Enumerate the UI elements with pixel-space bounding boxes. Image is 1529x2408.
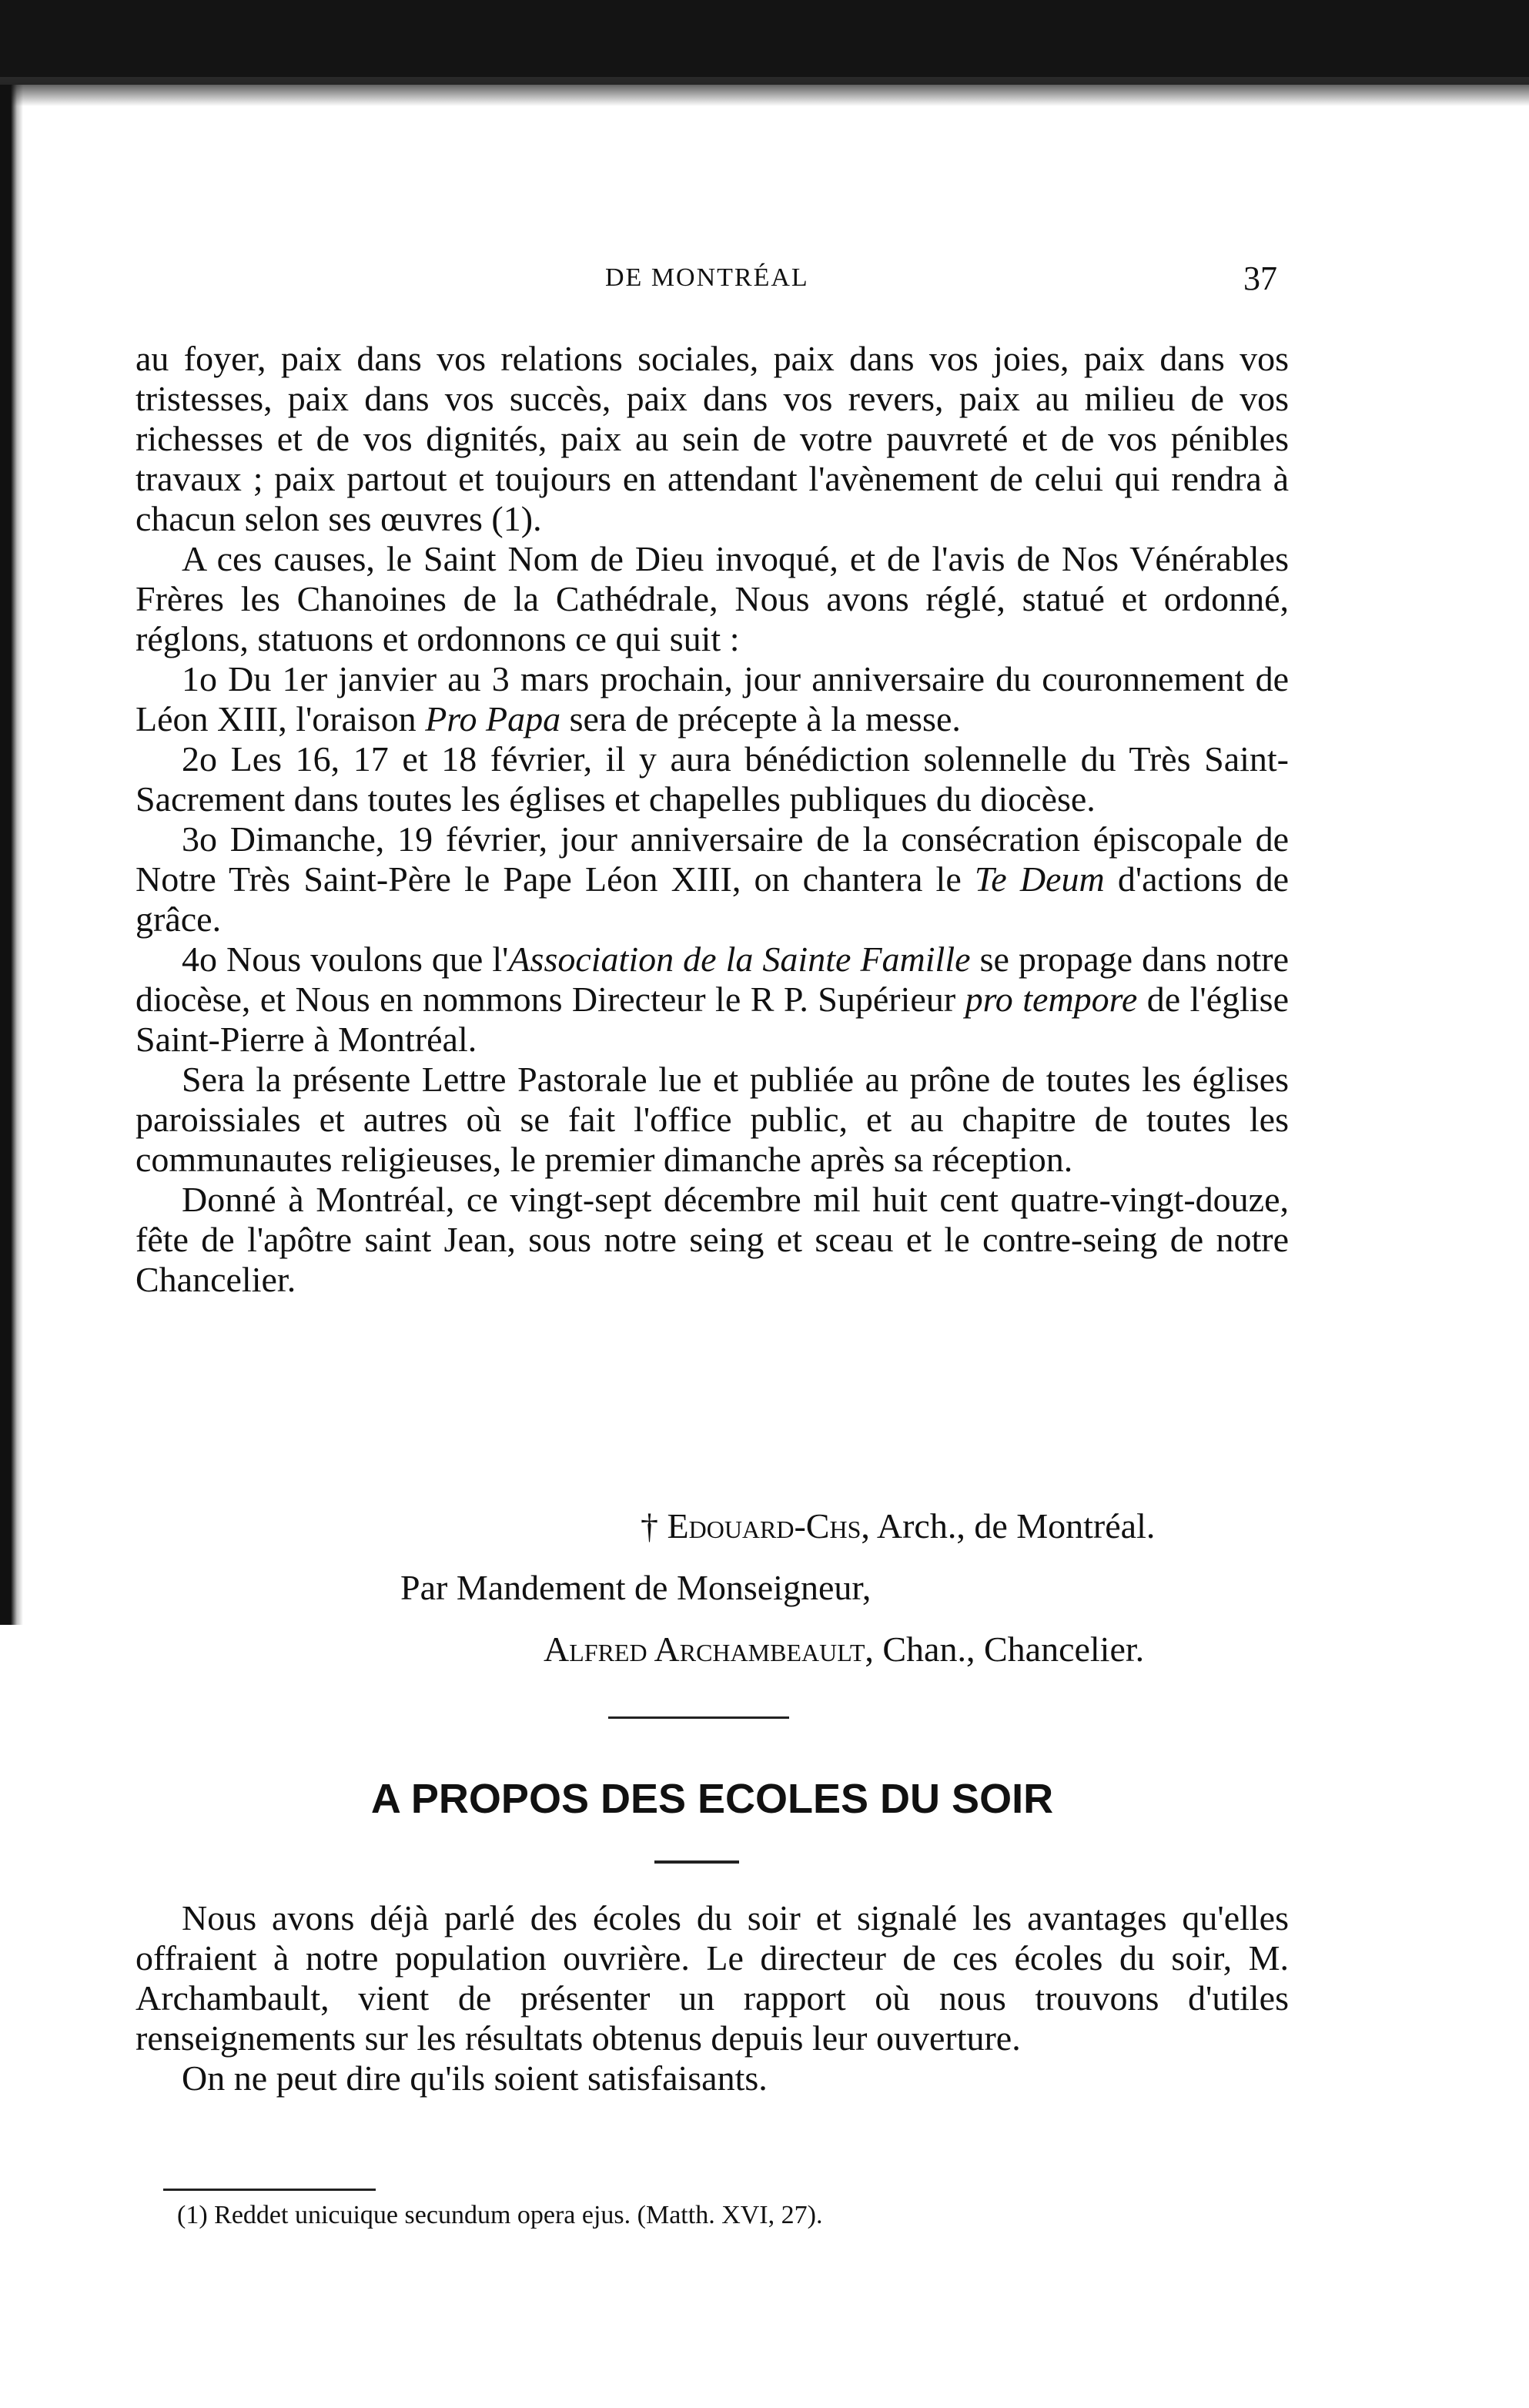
- paragraph-peace: au foyer, paix dans vos relations sociales, paix dans vos joies, paix dans vos tristesses, paix dans vos succès, paix dans vos revers, paix au milieu de vos richesses et de vos dignités, paix au sein de votre pauvreté et de vos pénibles travaux ; paix partout et toujours en attendant l'avènement de celui qui rendra à chacun selon ses œuvres (1).: [136, 339, 1289, 538]
- article-paragraph-2: On ne peut dire qu'ils soient satisfaisants.: [182, 2058, 768, 2098]
- signature-archbishop: † Edouard-Chs, Arch., de Montréal.: [641, 1506, 1156, 1546]
- paragraph-article-4: 4o Nous voulons que l'Association de la Sainte Famille se propage dans notre diocèse, et Nous en nommons Directeur le R P. Supérieur pro tempore de l'église Saint-Pierre à Montréal.: [136, 939, 1289, 1059]
- article-paragraph-1: Nous avons déjà parlé des écoles du soir et signalé les avantages qu'elles offraient à notre population ouvrière. Le directeur de ces écoles du soir, M. Archambault, vient de présenter un rapport où nous trouvons d'utiles renseignements sur les résultats obtenus depuis leur ouverture.: [136, 1898, 1289, 2058]
- paragraph-given: Donné à Montréal, ce vingt-sept décembre mil huit cent quatre-vingt-douze, fête de l'apôtre saint Jean, sous notre seing et sceau et le contre-seing de notre Chancelier.: [136, 1180, 1289, 1299]
- paragraph-article-1: 1o Du 1er janvier au 3 mars prochain, jour anniversaire du couronnement de Léon XIII, l'oraison Pro Papa sera de précepte à la messe.: [136, 659, 1289, 738]
- title-underline: [654, 1860, 739, 1864]
- latin-pro-papa: Pro Papa: [425, 699, 561, 738]
- association-name: Association de la Sainte Famille: [508, 939, 971, 979]
- latin-pro-tempore: pro tempore: [965, 980, 1138, 1019]
- scan-left-border: [0, 85, 23, 1625]
- paragraph-causes: A ces causes, le Saint Nom de Dieu invoqué, et de l'avis de Nos Vénérables Frères les Chanoines de la Cathédrale, Nous avons réglé, statué et ordonné, réglons, statuons et ordonnons ce qui suit :: [136, 539, 1289, 658]
- paragraph-article-3: 3o Dimanche, 19 février, jour anniversaire de la consécration épiscopale de Notre Très Saint-Père le Pape Léon XIII, on chantera le Te Deum d'actions de grâce.: [136, 819, 1290, 939]
- scan-top-border: [0, 0, 1529, 85]
- article-title: A PROPOS DES ECOLES DU SOIR: [370, 1776, 1054, 1822]
- article-text: [136, 1898, 1289, 2098]
- running-head: DE MONTRÉAL: [605, 263, 809, 292]
- signature-chancellor: Alfred Archambeault, Chan., Chancelier.: [544, 1629, 1145, 1669]
- paragraph-article-2: 2o Les 16, 17 et 18 février, il y aura bénédiction solennelle du Très Saint-Sacrement dans toutes les églises et chapelles publiques du diocèse.: [136, 739, 1289, 819]
- cross-icon: †: [641, 1506, 658, 1546]
- footnote: (1) Reddet unicuique secundum opera ejus. (Matth. XVI, 27).: [177, 2201, 823, 2229]
- page-number: 37: [1243, 260, 1277, 297]
- footnote-rule: [163, 2189, 376, 2191]
- section-divider: [608, 1716, 789, 1719]
- mandate-line: Par Mandement de Monseigneur,: [400, 1568, 872, 1607]
- paragraph-publication: Sera la présente Lettre Pastorale lue et publiée au prône de toutes les églises paroissiales et autres où se fait l'office public, et au chapitre de toutes les communautes religieuses, le premier dimanche après sa réception.: [136, 1060, 1289, 1179]
- pastoral-text: [136, 339, 1289, 1300]
- latin-te-deum: Te Deum: [974, 859, 1105, 899]
- scan-top-shadow: [0, 77, 1529, 106]
